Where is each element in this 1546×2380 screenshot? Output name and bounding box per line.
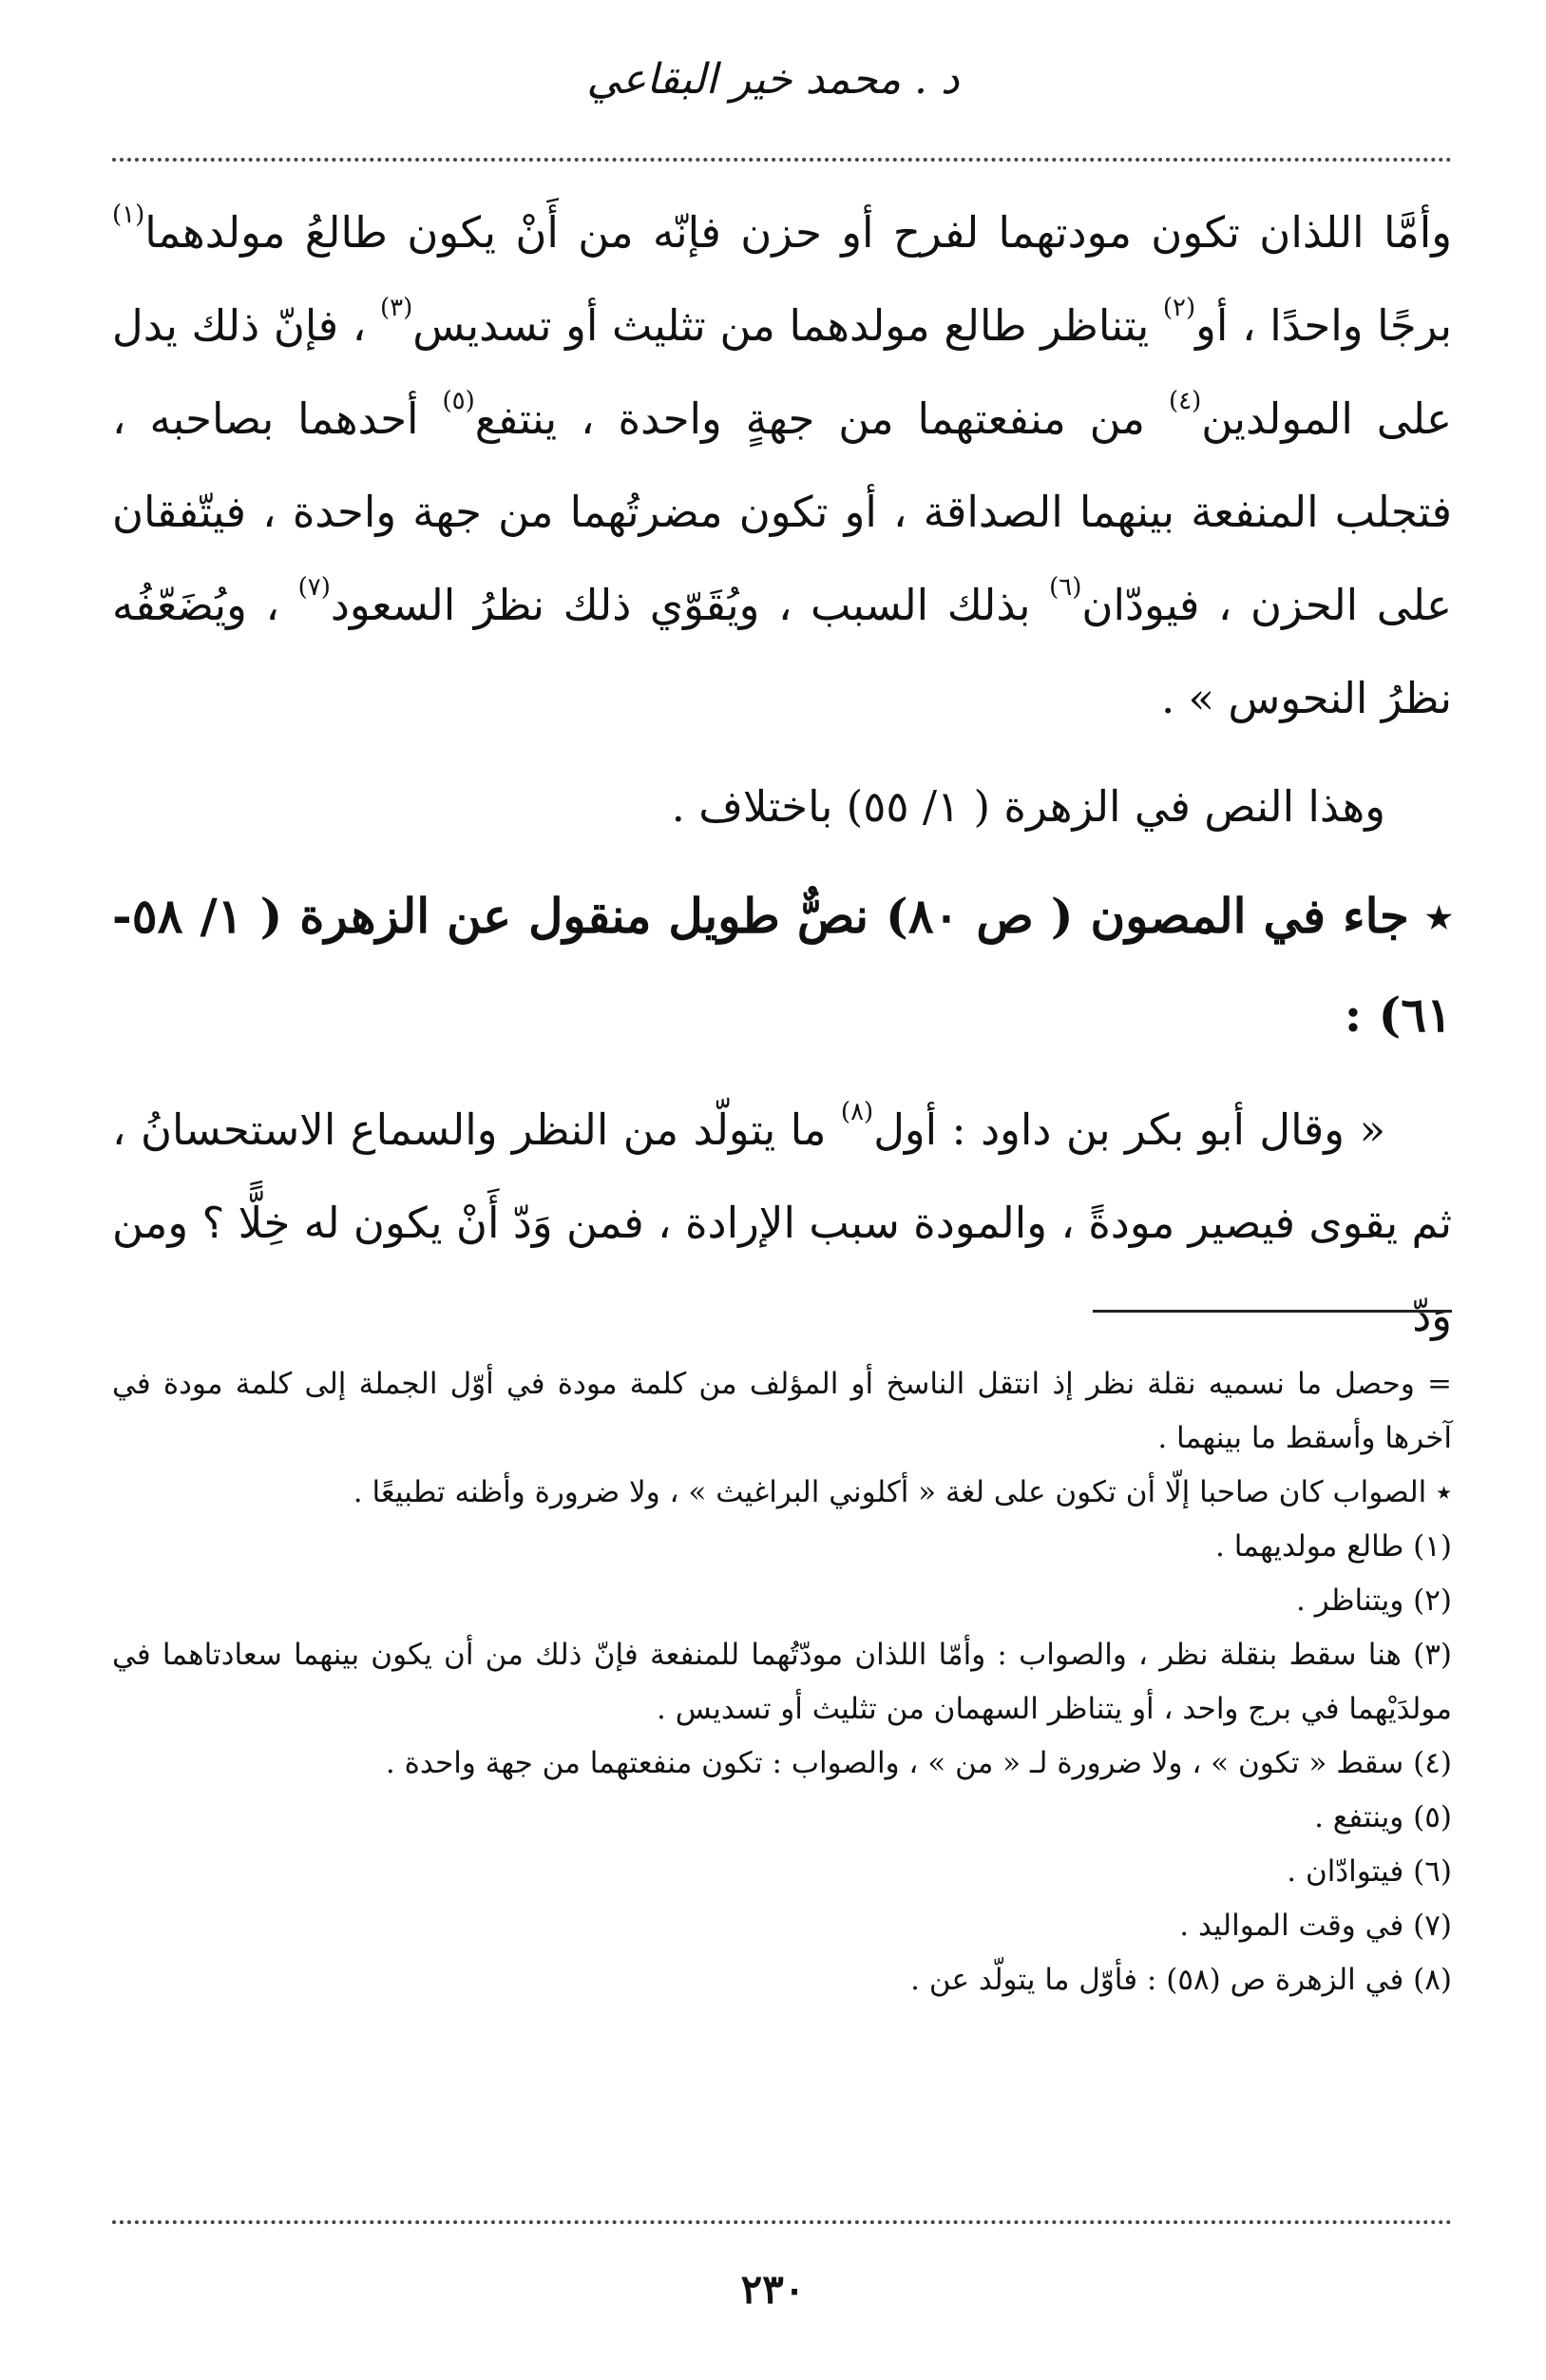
footer-divider [112, 2220, 1452, 2224]
footnote-2: (٢) ويتناظر . [1296, 1583, 1452, 1618]
footnote-3: (٣) هنا سقط بنقلة نظر ، والصواب : وأمّا اللذان مودّتُهما للمنفعة فإنّ ذلك من أن يكون بينهما سعادتاهما في مولدَيْهما في برج واحد ، أو يتناظر السهمان من تثليث أو تسديس . [112, 1638, 1452, 1726]
footnote-7: (٧) في وقت المواليد . [1179, 1909, 1452, 1943]
footnote-ref-7: (٧) [297, 573, 331, 602]
text-run: ، ويُضَعّفُه نظرُ النحوس » . [112, 580, 1452, 723]
text-run: يتناظر طالع مولدهما من تثليث أو تسديس [412, 300, 1163, 351]
footnote-5: (٥) وينتفع . [1314, 1800, 1452, 1834]
text-run: ما يتولّد من النظر والسماع الاستحسانُ ، ثم يقوى فيصير مودةً ، والمودة سبب الإرادة ، فمن وَدّ أَنْ يكون له خِلًّا ؟ ومن وَدّ [112, 1104, 1452, 1341]
footnote-ref-4: (٤) [1168, 387, 1202, 415]
text-run: بذلك السبب ، ويُقَوّي ذلك نظرُ السعود [330, 580, 1050, 630]
text-run: ، فإنّ ذلك يدل على المولدين [112, 300, 1452, 444]
footnote-separator [1093, 1310, 1452, 1313]
footnote-ref-6: (٦) [1049, 573, 1082, 602]
running-header: د . محمد خير البقاعي [586, 55, 960, 104]
footnote-ref-3: (٣) [380, 294, 413, 322]
page-number: ٢٣٠ [740, 2266, 806, 2313]
footnote-ref-5: (٥) [442, 387, 475, 415]
footnote-continuation: = وحصل ما نسميه نقلة نظر إذ انتقل الناسخ أو المؤلف من كلمة مودة في أوّل الجملة إلى كلمة مودة في آخرها وأسقط ما بينهما . [112, 1367, 1452, 1455]
footnote-6: (٦) فيتوادّان . [1287, 1854, 1452, 1889]
footnote-1: (١) طالع مولديهما . [1215, 1529, 1452, 1564]
footnote-ref-1: (١) [112, 201, 145, 229]
footnote-star: ٭ الصواب كان صاحبا إلّا أن تكون على لغة « أكلوني البراغيث » ، ولا ضرورة وأظنه تطبيعًا . [353, 1475, 1452, 1509]
text-run: برجًا واحدًا ، أو [1195, 300, 1452, 351]
text-run: من منفعتهما من جهةٍ واحدة ، ينتفع [474, 393, 1169, 444]
paragraph-1 [112, 186, 1452, 745]
paragraph-3 [112, 1084, 1452, 1363]
main-text [112, 186, 1452, 1363]
footnote-8: (٨) في الزهرة ص (٥٨) : فأوّل ما يتولّد عن . [910, 1963, 1452, 1997]
footnote-ref-8: (٨) [840, 1098, 874, 1126]
footnote-ref-2: (٢) [1162, 294, 1196, 322]
footnote-4: (٤) سقط « تكون » ، ولا ضرورة لـ « من » ، والصواب : تكون منفعتهما من جهة واحدة . [385, 1746, 1452, 1780]
text-run: أحدهما بصاحبه ، فتجلب المنفعة بينهما الصداقة ، أو تكون مضرتُهما من جهة واحدة ، فيتّفقان على الحزن ، فيودّان [112, 393, 1452, 630]
section-heading: ٭ جاء في المصون ( ص ٨٠) نصٌّ طويل منقول عن الزهرة ( ١/ ٥٨- ٦١) : [112, 888, 1453, 1043]
header-divider [112, 158, 1452, 162]
footnotes [112, 1357, 1452, 2007]
text-run: وأمَّا اللذان تكون مودتهما لفرح أو حزن فإنّه من أَنْ يكون طالعُ مولدهما [144, 207, 1452, 258]
paragraph-2: وهذا النص في الزهرة ( ١/ ٥٥) باختلاف . [671, 781, 1385, 832]
text-run: « وقال أبو بكر بن داود : أول [873, 1104, 1385, 1155]
